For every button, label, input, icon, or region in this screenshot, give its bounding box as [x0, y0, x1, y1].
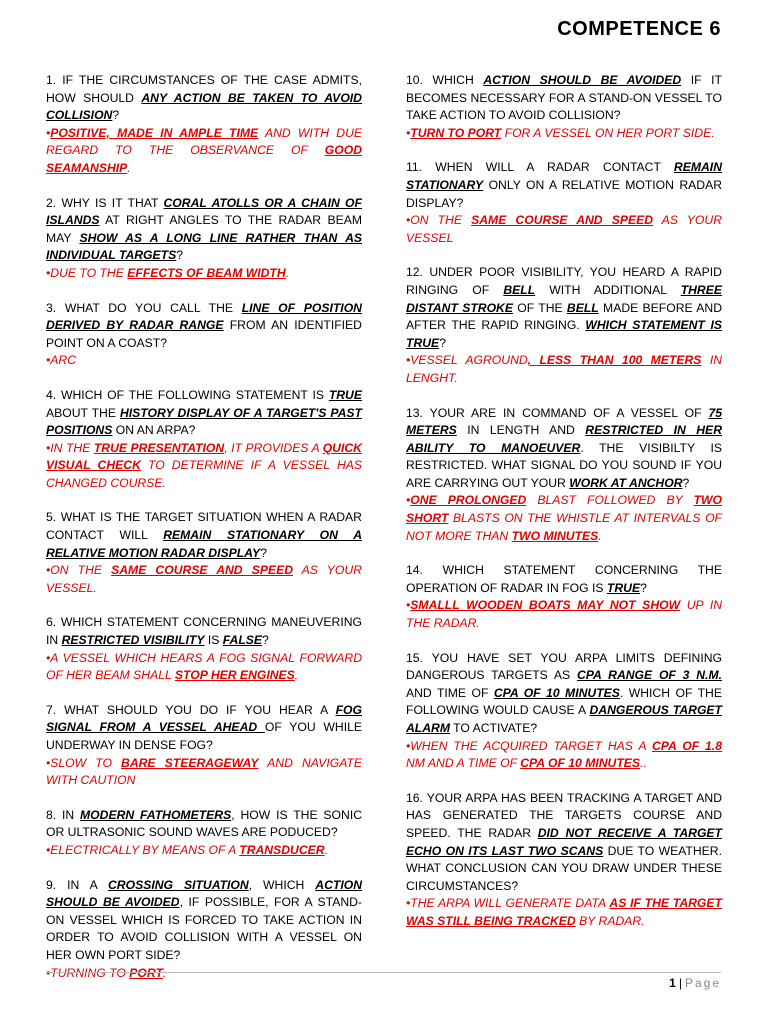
- text-segment: AS YOUR VESSEL: [406, 213, 722, 245]
- question-text: [46, 702, 362, 755]
- question-item: [406, 562, 722, 632]
- text-segment: •: [406, 125, 411, 140]
- text-segment: ?: [682, 475, 690, 490]
- text-segment: 4. WHICH OF THE FOLLOWING STATEMENT IS: [46, 387, 329, 402]
- question-text: [406, 264, 722, 352]
- text-segment: •: [406, 493, 411, 508]
- question-item: [406, 405, 722, 546]
- question-text: [46, 807, 362, 842]
- emphasis-text: ACTION SHOULD BE AVOIDED: [46, 877, 363, 910]
- text-segment: , HOW IS THE SONIC OR ULTRASONIC SOUND WAVES ARE PODUCED?: [46, 807, 363, 840]
- question-item: [406, 790, 722, 931]
- text-segment: 12. UNDER POOR VISIBILITY, YOU HEARD A RAPID RINGING OF: [406, 265, 722, 297]
- emphasis-text: SAME COURSE AND SPEED: [111, 563, 294, 578]
- question-text: [46, 387, 362, 440]
- text-segment: DUE TO WEATHER. WHAT CONCLUSION CAN YOU DRAW UNDER THESE CIRCUMSTANCES?: [406, 843, 722, 893]
- question-text: [46, 877, 362, 965]
- text-segment: 7. WHAT SHOULD YOU DO IF YOU HEAR A: [46, 702, 336, 717]
- emphasis-text: BARE STEERAGEWAY: [121, 755, 259, 770]
- text-segment: ..: [640, 756, 647, 771]
- text-segment: •: [406, 598, 411, 613]
- text-segment: . WHICH OF THE FOLLOWING WOULD CAUSE A: [406, 685, 722, 718]
- text-segment: AS YOUR VESSEL.: [46, 563, 362, 595]
- question-item: [406, 72, 722, 142]
- text-segment: AT RIGHT ANGLES TO THE RADAR BEAM MAY: [46, 213, 362, 245]
- emphasis-text: TRUE: [606, 580, 641, 595]
- answer-text: [46, 562, 362, 597]
- question-item: [46, 300, 362, 370]
- text-segment: ?: [112, 108, 120, 123]
- emphasis-text: TWO SHORT: [406, 493, 722, 526]
- text-segment: ABOUT THE: [46, 405, 120, 420]
- footer-divider: [46, 972, 721, 973]
- text-segment: ?: [262, 633, 269, 648]
- emphasis-text: RESTRICTED VISIBILITY: [61, 633, 205, 648]
- text-segment: ?: [260, 545, 267, 560]
- right-column: [406, 72, 722, 948]
- emphasis-text: FOG SIGNAL FROM A VESSEL AHEAD: [46, 702, 362, 735]
- text-segment: •ON THE: [46, 563, 112, 578]
- text-segment: TO ACTIVATE?: [450, 721, 538, 735]
- emphasis-text: TRUE: [328, 387, 362, 402]
- question-text: [46, 72, 362, 125]
- question-text: [406, 790, 722, 896]
- text-segment: ?: [640, 580, 647, 595]
- answer-text: [46, 842, 362, 860]
- text-segment: •IN THE: [46, 440, 94, 455]
- answer-text: [46, 965, 362, 983]
- text-segment: IN LENGHT.: [406, 353, 723, 385]
- text-segment: .: [324, 842, 328, 857]
- answer-text: [46, 125, 362, 178]
- text-segment: , IT PROVIDES A: [224, 440, 323, 455]
- text-segment: MADE BEFORE AND AFTER THE RAPID RINGING.: [406, 300, 722, 333]
- text-segment: 8. IN: [46, 807, 81, 822]
- emphasis-text: CORAL ATOLLS OR A CHAIN OF ISLANDS: [46, 195, 362, 228]
- text-segment: •A VESSEL WHICH HEARS A FOG SIGNAL FORWARD OF HER BEAM SHALL: [46, 650, 362, 683]
- text-segment: BLAST FOLLOWED BY: [526, 493, 694, 508]
- emphasis-text: , LESS THAN 100 METERS: [527, 353, 702, 368]
- text-segment: 6. WHICH STATEMENT CONCERNING MANEUVERING IN: [46, 615, 362, 648]
- text-segment: ?: [176, 248, 184, 263]
- emphasis-text: REMAIN STATIONARY: [406, 160, 722, 192]
- question-item: [46, 387, 362, 493]
- emphasis-text: TURN TO PORT: [410, 125, 502, 140]
- text-segment: UP IN THE RADAR.: [406, 598, 723, 631]
- question-text: [406, 159, 722, 212]
- question-text: [406, 405, 722, 493]
- text-segment: ON AN ARPA?: [112, 423, 196, 438]
- text-segment: .: [127, 160, 131, 175]
- question-item: [46, 877, 362, 983]
- text-segment: , IF POSSIBLE, FOR A STAND-ON VESSEL WHICH IS FORCED TO TAKE ACTION IN ORDER TO AVOID COLLISION WITH A VESSEL ON HER OWN PORT SIDE?: [46, 895, 362, 962]
- text-segment: IF IT BECOMES NECESSARY FOR A STAND-ON VESSEL TO TAKE ACTION TO AVOID COLLISION?: [406, 73, 723, 123]
- question-item: [406, 650, 722, 773]
- text-segment: 11. WHEN WILL A RADAR CONTACT: [406, 160, 674, 175]
- text-segment: IN LENGTH AND: [456, 423, 586, 438]
- text-segment: 10. WHICH: [406, 73, 484, 87]
- question-item: [46, 509, 362, 597]
- emphasis-text: 75 METERS: [406, 405, 722, 438]
- question-text: [406, 650, 722, 738]
- text-segment: ONLY ON A RELATIVE MOTION RADAR DISPLAY?: [406, 177, 722, 210]
- question-item: [406, 159, 722, 247]
- answer-text: [46, 265, 362, 283]
- text-segment: NM AND A TIME OF: [406, 756, 521, 771]
- emphasis-text: MODERN FATHOMETERS: [80, 807, 232, 822]
- emphasis-text: TRUE PRESENTATION: [93, 440, 225, 455]
- text-segment: •ON THE: [406, 213, 472, 228]
- text-segment: .: [294, 668, 299, 683]
- text-segment: •ARC: [46, 353, 76, 368]
- text-segment: BLASTS ON THE WHISTLE AT INTERVALS OF NOT MORE THAN: [406, 511, 722, 543]
- question-text: [46, 614, 362, 649]
- emphasis-text: CPA OF 10 MINUTES: [493, 685, 620, 700]
- text-segment: 1. IF THE CIRCUMSTANCES OF THE CASE ADMITS, HOW SHOULD: [46, 73, 362, 105]
- emphasis-text: FALSE: [222, 633, 263, 648]
- emphasis-text: ONE PROLONGED: [410, 493, 527, 508]
- footer-separator: |: [678, 976, 682, 990]
- text-segment: •DUE TO THE: [46, 265, 128, 280]
- emphasis-text: CPA OF 10 MINUTES: [520, 756, 641, 771]
- text-segment: .: [598, 528, 602, 543]
- text-segment: . THE VISIBILTY IS RESTRICTED. WHAT SIGNAL DO YOU SOUND IF YOU ARE CARRYING OUT YOUR: [406, 440, 722, 490]
- question-text: [406, 562, 722, 597]
- emphasis-text: ANY ACTION BE TAKEN TO AVOID COLLISION: [46, 90, 362, 123]
- answer-text: [46, 650, 362, 685]
- emphasis-text: CPA RANGE OF 3 N.M.: [576, 668, 722, 683]
- text-segment: FROM AN IDENTIFIED POINT ON A COAST?: [46, 318, 362, 350]
- text-segment: 14. WHICH STATEMENT CONCERNING THE OPERATION OF RADAR IN FOG IS: [406, 563, 722, 595]
- text-segment: 15. YOU HAVE SET YOU ARPA LIMITS DEFINING DANGEROUS TARGETS AS: [406, 650, 722, 683]
- emphasis-text: SMALLL WOODEN BOATS MAY NOT SHOW: [410, 598, 681, 613]
- question-item: [406, 264, 722, 387]
- emphasis-text: STOP HER ENGINES: [174, 668, 295, 683]
- question-text: [406, 72, 722, 125]
- emphasis-text: GOOD SEAMANSHIP: [46, 143, 362, 175]
- text-segment: FOR A VESSEL ON HER PORT SIDE.: [501, 125, 715, 140]
- text-segment: TO DETERMINE IF A VESSEL HAS CHANGED COURSE.: [46, 458, 363, 490]
- question-item: [46, 702, 362, 790]
- answer-text: [406, 352, 722, 387]
- text-segment: ?: [439, 335, 446, 350]
- answer-text: [46, 440, 362, 493]
- emphasis-text: RESTRICTED IN HER ABILITY TO MANOEUVER: [406, 423, 722, 455]
- question-item: [46, 807, 362, 860]
- text-segment: •TURNING TO: [46, 965, 130, 980]
- emphasis-text: SHOW AS A LONG LINE RATHER THAN AS INDIVIDUAL TARGETS: [46, 230, 362, 263]
- question-item: [46, 614, 362, 684]
- emphasis-text: WORK AT ANCHOR: [569, 475, 683, 490]
- text-segment: .: [162, 965, 167, 980]
- text-segment: 3. WHAT DO YOU CALL THE: [46, 300, 242, 315]
- emphasis-text: REMAIN STATIONARY ON A RELATIVE MOTION RADAR DISPLAY: [46, 528, 363, 560]
- emphasis-text: BELL: [503, 282, 536, 297]
- text-segment: •ELECTRICALLY BY MEANS OF A: [46, 842, 240, 857]
- text-segment: 5. WHAT IS THE TARGET SITUATION WHEN A RADAR CONTACT WILL: [46, 510, 362, 543]
- question-text: [46, 300, 362, 353]
- text-segment: BY RADAR.: [575, 913, 645, 928]
- question-text: [46, 509, 362, 562]
- emphasis-text: WHICH STATEMENT IS TRUE: [406, 318, 723, 350]
- emphasis-text: DID NOT RECEIVE A TARGET ECHO ON ITS LAST TWO SCANS: [406, 825, 722, 858]
- text-segment: AND WITH DUE REGARD TO THE OBSERVANCE OF: [46, 125, 362, 158]
- answer-text: [46, 755, 362, 790]
- emphasis-text: AS IF THE TARGET WAS STILL BEING TRACKED: [406, 896, 722, 928]
- emphasis-text: BELL: [566, 300, 599, 315]
- emphasis-text: THREE DISTANT STROKE: [406, 282, 722, 315]
- answer-text: [406, 492, 722, 545]
- emphasis-text: PORT: [129, 965, 163, 980]
- text-segment: •THE ARPA WILL GENERATE DATA: [406, 896, 610, 911]
- text-segment: •SLOW TO: [46, 755, 122, 770]
- text-segment: 16. YOUR ARPA HAS BEEN TRACKING A TARGET AND HAS GENERATED THE TARGETS COURSE AND SPEED. THE RADAR: [406, 790, 722, 840]
- emphasis-text: DANGEROUS TARGET ALARM: [406, 703, 722, 735]
- text-segment: IS: [204, 633, 223, 648]
- answer-text: [406, 212, 722, 247]
- text-segment: •WHEN THE ACQUIRED TARGET HAS A: [406, 738, 652, 753]
- emphasis-text: POSITIVE, MADE IN AMPLE TIME: [50, 125, 259, 140]
- text-segment: , WHICH: [248, 877, 316, 892]
- emphasis-text: QUICK VISUAL CHECK: [46, 440, 362, 473]
- emphasis-text: SAME COURSE AND SPEED: [471, 213, 654, 228]
- text-segment: WITH ADDITIONAL: [535, 282, 681, 297]
- page-word: Page: [684, 976, 721, 990]
- question-item: [46, 72, 362, 178]
- text-segment: 9. IN A: [46, 877, 108, 892]
- emphasis-text: LINE OF POSITION DERIVED BY RADAR RANGE: [46, 300, 362, 333]
- text-segment: •: [46, 125, 51, 140]
- emphasis-text: HISTORY DISPLAY OF A TARGET'S PAST POSITIONS: [46, 405, 362, 438]
- emphasis-text: CPA OF 1.8: [651, 738, 722, 753]
- text-segment: .: [285, 265, 290, 280]
- emphasis-text: ACTION SHOULD BE AVOIDED: [483, 73, 682, 87]
- answer-text: [406, 597, 722, 632]
- emphasis-text: TRANSDUCER: [239, 842, 325, 857]
- emphasis-text: TWO MINUTES: [511, 528, 599, 543]
- left-column: [46, 72, 362, 999]
- question-text: [46, 195, 362, 265]
- text-segment: •VESSEL AGROUND: [406, 353, 528, 368]
- question-item: [46, 195, 362, 283]
- page-title: COMPETENCE 6: [557, 18, 721, 40]
- text-segment: OF YOU WHILE UNDERWAY IN DENSE FOG?: [46, 720, 362, 752]
- text-segment: OF THE: [512, 300, 567, 315]
- text-segment: AND TIME OF: [406, 685, 494, 700]
- emphasis-text: EFFECTS OF BEAM WIDTH: [127, 265, 286, 280]
- answer-text: [46, 352, 362, 370]
- answer-text: [406, 895, 722, 930]
- emphasis-text: CROSSING SITUATION: [107, 877, 249, 892]
- text-segment: AND NAVIGATE WITH CAUTION: [46, 755, 363, 788]
- page-number: 1: [669, 976, 676, 990]
- text-segment: 2. WHY IS IT THAT: [46, 195, 164, 210]
- text-segment: 13. YOUR ARE IN COMMAND OF A VESSEL OF: [406, 405, 709, 420]
- answer-text: [406, 125, 722, 143]
- page-footer: [669, 976, 721, 990]
- answer-text: [406, 738, 722, 773]
